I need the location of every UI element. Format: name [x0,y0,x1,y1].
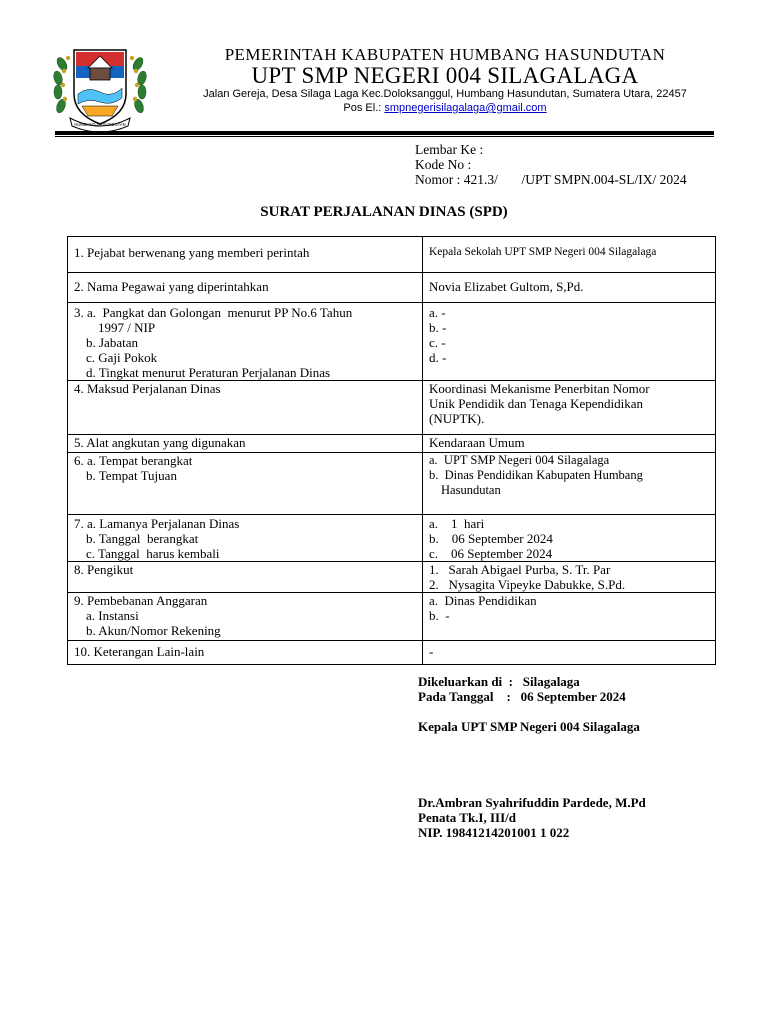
table-row [68,237,716,273]
field-label-cell [68,641,423,665]
field-value-cell [423,303,716,381]
signer-rank: Penata Tk.I, III/d [418,810,517,825]
table-row [68,303,716,381]
field-value: (NUPTK). [429,411,485,426]
field-value: c. 06 September 2024 [429,546,553,561]
field-value: d. - [429,350,447,365]
field-value: a. 1 hari [429,516,485,531]
field-label: 2. Nama Pegawai yang diperintahkan [74,279,269,294]
field-label-cell [68,381,423,435]
field-label: b. Tempat Tujuan [86,468,177,483]
spd-table [67,236,716,665]
document-title: SURAT PERJALANAN DINAS (SPD) [260,204,508,220]
issued-place: Dikeluarkan di : Silagalaga [418,674,580,689]
field-value-cell [423,562,716,593]
field-label: 4. Maksud Perjalanan Dinas [74,381,221,396]
field-label: 8. Pengikut [74,562,134,577]
field-label-cell [68,237,423,273]
kode-no: Kode No : [415,157,472,172]
field-label-cell [68,273,423,303]
field-label-cell [68,515,423,562]
field-label: 1997 / NIP [98,320,156,335]
field-label: 3. a. Pangkat dan Golongan menurut PP No.6 Tahun [74,305,353,320]
field-value: Novia Elizabet Gultom, S,Pd. [429,279,584,294]
field-value: Kendaraan Umum [429,435,525,450]
table-row [68,515,716,562]
field-value-cell [423,273,716,303]
government-name: PEMERINTAH KABUPATEN HUMBANG HASUNDUTAN [224,45,666,64]
field-value: c. - [429,335,446,350]
field-label: 5. Alat angkutan yang digunakan [74,435,246,450]
school-address: Jalan Gereja, Desa Silaga Laga Kec.Doloksanggul, Humbang Hasundutan, Sumatera Utara, 22457 [203,88,687,100]
field-value-cell [423,641,716,665]
field-value: b. - [429,608,450,623]
field-value: b. 06 September 2024 [429,531,553,546]
field-value: Kepala Sekolah UPT SMP Negeri 004 Silagalaga [429,246,657,258]
field-label-cell [68,562,423,593]
field-label: 10. Keterangan Lain-lain [74,644,205,659]
logo-banner-text: HUMBANG HASUNDUTAN [74,122,126,127]
header-rule-thick [55,131,714,135]
table-row [68,562,716,593]
field-label: 9. Pembebanan Anggaran [74,593,208,608]
field-value-cell [423,593,716,641]
field-label: a. Instansi [86,608,139,623]
field-value: Hasundutan [441,483,501,497]
field-value: a. Dinas Pendidikan [429,593,537,608]
field-label: c. Tanggal harus kembali [86,546,220,561]
table-row [68,435,716,453]
field-value: Unik Pendidik dan Tenaga Kependidikan [429,396,644,411]
email-link[interactable]: smpnegerisilagalaga@gmail.com [384,102,547,114]
signer-nip: NIP. 19841214201001 1 022 [418,825,570,840]
field-label: b. Tanggal berangkat [86,531,199,546]
field-value: Koordinasi Mekanisme Penerbitan Nomor [429,381,650,396]
signer-name: Dr.Ambran Syahrifuddin Pardede, M.Pd [418,795,646,810]
issued-date: Pada Tanggal : 06 September 2024 [418,689,626,704]
school-name: UPT SMP NEGERI 004 SILAGALAGA [251,63,639,88]
table-row [68,453,716,515]
regency-logo [48,44,152,132]
nomor: Nomor : 421.3/ /UPT SMPN.004-SL/IX/ 2024 [415,172,687,187]
field-label: b. Akun/Nomor Rekening [86,623,221,638]
field-value: b. - [429,320,447,335]
lembar-ke: Lembar Ke : [415,142,484,157]
field-value: 2. Nysagita Vipeyke Dabukke, S.Pd. [429,577,626,592]
email-label: Pos El.: [343,102,385,114]
field-value: b. Dinas Pendidikan Kabupaten Humbang [429,468,643,482]
field-label: b. Jabatan [86,335,138,350]
field-value: a. - [429,305,446,320]
field-label-cell [68,593,423,641]
field-value-cell [423,515,716,562]
field-value-cell [423,453,716,515]
table-row [68,381,716,435]
field-label: 1. Pejabat berwenang yang memberi perintah [74,245,310,260]
field-label-cell [68,303,423,381]
table-row [68,273,716,303]
table-row [68,593,716,641]
email-line [150,102,740,114]
signer-position: Kepala UPT SMP Negeri 004 Silagalaga [418,719,640,734]
field-value-cell [423,237,716,273]
field-value: a. UPT SMP Negeri 004 Silagalaga [429,453,610,467]
table-row [68,641,716,665]
field-label: 6. a. Tempat berangkat [74,453,193,468]
field-label: 7. a. Lamanya Perjalanan Dinas [74,516,240,531]
field-label-cell [68,435,423,453]
field-label-cell [68,453,423,515]
field-label: c. Gaji Pokok [86,350,158,365]
field-value: 1. Sarah Abigael Purba, S. Tr. Par [429,562,611,577]
header-rule-thin [55,136,714,137]
field-value: - [429,644,434,659]
field-value-cell [423,435,716,453]
field-label: d. Tingkat menurut Peraturan Perjalanan Dinas [86,365,331,380]
field-value-cell [423,381,716,435]
